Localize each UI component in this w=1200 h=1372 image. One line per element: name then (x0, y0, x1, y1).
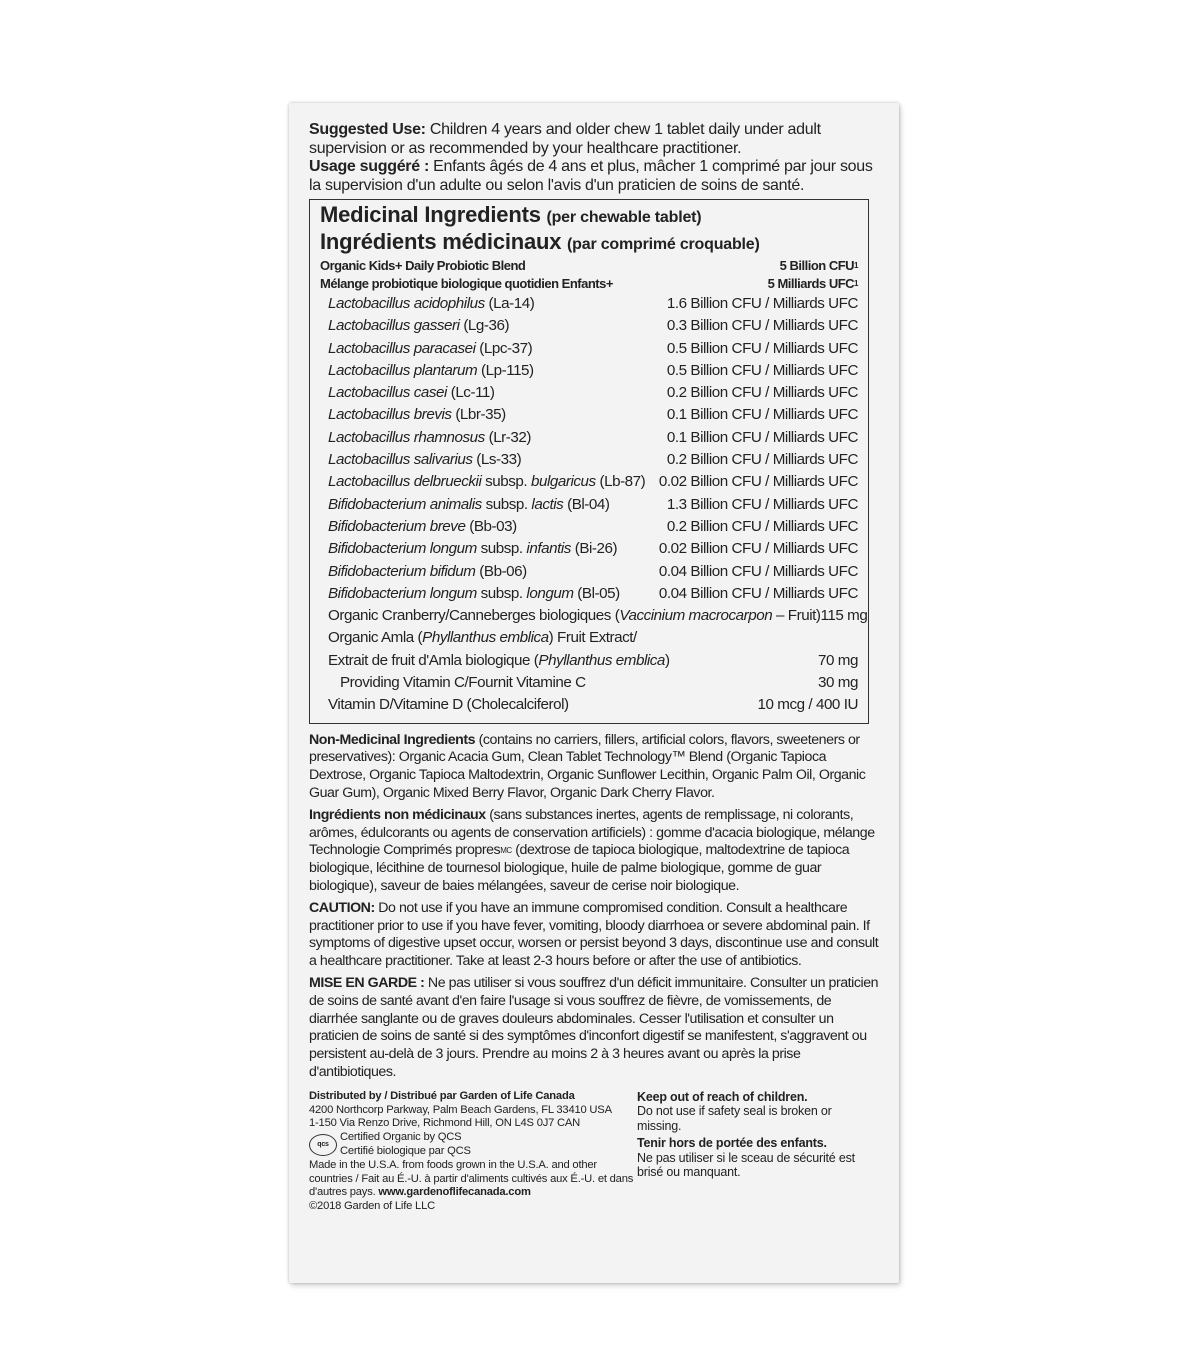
strain-row (320, 538, 858, 560)
strain-amount: 0.04 Billion CFU / Milliards UFC (658, 562, 858, 580)
strain-subspecies: bulgaricus (530, 473, 596, 491)
strain-code: subsp. (481, 473, 531, 491)
label-content (309, 121, 879, 1214)
caution-text: Do not use if you have an immune compromised condition. Consult a healthcare practitioner prior to use if you have fever, vomiting, bloody diarrhoea or severe abdominal pain. If symptoms of digestive upset occur, worsen or persist beyond 3 days, discontinue use and consult a healthcare practitioner. Take at least 2-3 hours before or after the use of antibiotics. (309, 899, 879, 970)
address-canada: 1-150 Via Renzo Drive, Richmond Hill, ON L4S 0J7 CAN (309, 1117, 581, 1130)
mise-en-garde-label: MISE EN GARDE : (309, 975, 425, 991)
blend-amount-french: 5 Milliards UFC (767, 276, 855, 291)
label-panel (289, 103, 899, 1283)
distributor-name: Distributed by / Distribué par Garden of Life Canada (309, 1089, 575, 1102)
strain-code-2: (Lb-87) (595, 473, 646, 491)
strain-genus: Lactobacillus brevis (328, 406, 452, 424)
suggested-use-en (309, 121, 879, 158)
vitamin-c-row (320, 672, 858, 694)
amla-part: ) Fruit Extract/ (548, 629, 637, 647)
strain-subspecies: lactis (531, 495, 564, 513)
strain-amount: 0.1 Billion CFU / Milliards UFC (666, 406, 858, 424)
strain-genus: Bifidobacterium bifidum (328, 562, 476, 580)
non-medicinal-en (309, 732, 879, 803)
amla-text: Organic Amla ( (328, 629, 423, 647)
usage-suggere-label: Usage suggéré : (309, 158, 429, 175)
label-footer (309, 1090, 879, 1214)
strain-code: (Ls-33) (472, 451, 522, 469)
medicinal-title-french: Ingrédients médicinaux (320, 229, 562, 254)
non-medicinal-label: Non-Medicinal Ingredients (309, 731, 476, 748)
caution-en (309, 900, 879, 971)
strain-genus: Lactobacillus paracasei (328, 339, 476, 357)
website-link[interactable]: www.gardenoflifecanada.com (378, 1186, 531, 1199)
usage-suggere-text: Enfants âgés de 4 ans et plus, mâcher 1 comprimé par jour sous la supervision d'un adulte ou selon l'avis d'un praticien de soins de santé. (309, 158, 873, 194)
strain-amount: 0.5 Billion CFU / Milliards UFC (666, 339, 858, 357)
strain-genus: Lactobacillus casei (328, 384, 447, 402)
amla-row-2 (320, 650, 858, 672)
keep-out-fr: Tenir hors de portée des enfants. (637, 1136, 827, 1151)
blend-row-fr (320, 275, 858, 293)
strain-code-2: (Bi-26) (570, 540, 618, 558)
vitamin-c-label: Providing Vitamin C/Fournit Vitamine C (340, 674, 586, 692)
strain-genus: Bifidobacterium longum (328, 584, 477, 602)
strain-code: (Lp-115) (477, 361, 534, 379)
strain-row (320, 471, 858, 493)
mise-en-garde-text: Ne pas utiliser si vous souffrez d'un déficit immunitaire. Consulter un praticien de soins de santé avant d'en faire l'usage si vous souffrez de fièvre, de vomissements, de diarrhée sanglante ou de graves douleurs abdominales. Cesser l'utilisation et consulter un praticien de soins de santé si des symptômes d'inconfort digestif se manifestent, s'aggravent ou persistent au-delà de 3 jours. Prendre au moins 2 à 3 heures avant ou après la prise d'antibiotiques. (309, 975, 879, 1080)
seal-warning-en: Do not use if safety seal is broken or missing. (637, 1104, 832, 1133)
non-medicinal-fr (309, 807, 879, 896)
amla-latin-french: Phyllanthus emblica (538, 651, 665, 669)
strain-row (320, 293, 858, 315)
strain-amount: 0.5 Billion CFU / Milliards UFC (666, 361, 858, 379)
strain-row (320, 449, 858, 471)
strain-subspecies: infantis (526, 540, 571, 558)
strain-code: (Lpc-37) (475, 339, 533, 357)
strain-amount: 0.04 Billion CFU / Milliards UFC (658, 584, 858, 602)
address-usa: 4200 Northcorp Parkway, Palm Beach Gardens, FL 33410 USA (309, 1103, 612, 1116)
footnote-mark: 1 (854, 261, 858, 270)
strain-genus: Lactobacillus delbrueckii (328, 473, 482, 491)
suggested-use-fr (309, 158, 879, 195)
strain-row (320, 360, 858, 382)
distributor-block (309, 1090, 637, 1214)
amla-row-1 (320, 627, 858, 649)
seal-warning-fr: Ne pas utiliser si le sceau de sécurité est brisé ou manquant. (637, 1150, 855, 1180)
strain-code-2: (Bl-04) (563, 495, 610, 513)
blend-name-french: Mélange probiotique biologique quotidien Enfants+ (320, 276, 613, 291)
certified-organic-fr: Certifié biologique par QCS (340, 1144, 471, 1157)
cranberry-part: – Fruit) (772, 607, 821, 625)
strain-code: subsp. (476, 540, 527, 558)
strain-genus: Lactobacillus gasseri (328, 317, 460, 335)
strain-amount: 0.2 Billion CFU / Milliards UFC (666, 517, 858, 535)
qcs-certification (309, 1131, 637, 1159)
amla-latin: Phyllanthus emblica (422, 629, 549, 647)
medicinal-title: Medicinal Ingredients (320, 202, 541, 227)
non-medicinal-text-french: (sans substances inertes, agents de remplissage, ni colorants, arômes, édulcorants ou agents de conservation artificiels) : gomme d'acacia biologique, mélange Technologie Comprimés propres (309, 806, 875, 859)
medicinal-ingredients-box (309, 199, 869, 724)
medicinal-subtitle-french: (par comprimé croquable) (567, 236, 760, 253)
blend-name: Organic Kids+ Daily Probiotic Blend (320, 258, 526, 273)
strain-row (320, 583, 858, 605)
blend-amount: 5 Billion CFU (779, 258, 855, 273)
strain-code: (Lc-11) (446, 384, 495, 402)
non-medicinal-text-french-2: (dextrose de tapioca biologique, maltodextrine de tapioca biologique, lécithine de tournesol biologique, huile de palme biologique, gomme de guar biologique), saveur de baies mélangées, saveur de cerise noir biologique. (309, 842, 850, 895)
non-medicinal-text: (contains no carriers, fillers, artificial colors, flavors, sweeteners or preservatives): Organic Acacia Gum, Clean Tablet Technology™ Blend (Organic Tapioca Dextrose, Organic Tapioca Maltodextrin, Organic Sunflower Lecithin, Organic Palm Oil, Organic Guar Gum), Organic Mixed Berry Flavor, Organic Dark Cherry Flavor. (309, 731, 866, 802)
strain-row (320, 404, 858, 426)
strain-amount: 1.3 Billion CFU / Milliards UFC (666, 495, 858, 513)
cranberry-latin: Vaccinium macrocarpon (619, 607, 773, 625)
strain-subspecies: longum (526, 584, 574, 602)
strain-row (320, 315, 858, 337)
amla-text-french: Extrait de fruit d'Amla biologique ( (328, 651, 539, 669)
vitamin-d-label: Vitamin D/Vitamine D (Cholecalciferol) (328, 696, 569, 714)
made-in-text: Made in the U.S.A. from foods grown in the U.S.A. and other countries / Fait au É.-U. à partir d'aliments cultivés aux É.-U. et dans d'autres pays. (309, 1158, 634, 1199)
strain-row (320, 561, 858, 583)
strain-genus: Lactobacillus plantarum (328, 361, 478, 379)
copyright: ©2018 Garden of Life LLC (309, 1200, 435, 1213)
cranberry-text: Organic Cranberry/Canneberges biologiques ( (328, 607, 620, 625)
vitamin-c-amount: 30 mg (818, 674, 858, 692)
certified-organic-en: Certified Organic by QCS (340, 1131, 462, 1144)
non-medicinal-label-french: Ingrédients non médicinaux (309, 806, 486, 823)
medicinal-title-fr (320, 230, 858, 257)
strain-amount: 0.1 Billion CFU / Milliards UFC (666, 428, 858, 446)
strain-row (320, 516, 858, 538)
strain-amount: 1.6 Billion CFU / Milliards UFC (666, 295, 858, 312)
strain-row (320, 494, 858, 516)
suggested-use-text: Children 4 years and older chew 1 tablet daily under adult supervision or as recommended by your healthcare practitioner. (309, 121, 821, 157)
medicinal-title-en (320, 203, 858, 230)
strain-genus: Lactobacillus rhamnosus (328, 428, 485, 446)
cranberry-amount: 115 mg (820, 607, 868, 625)
strain-code: (Bb-06) (475, 562, 527, 580)
blend-row-en (320, 257, 858, 275)
strain-code: (Lbr-35) (451, 406, 506, 424)
keep-out-en: Keep out of reach of children. (637, 1089, 808, 1104)
strain-code: subsp. (476, 584, 527, 602)
strain-list (320, 293, 858, 605)
strain-amount: 0.3 Billion CFU / Milliards UFC (666, 317, 858, 335)
strain-amount: 0.2 Billion CFU / Milliards UFC (666, 451, 858, 469)
strain-code-2: (Bl-05) (573, 584, 620, 602)
strain-amount: 0.02 Billion CFU / Milliards UFC (658, 473, 858, 491)
medicinal-subtitle: (per chewable tablet) (546, 209, 702, 226)
suggested-use-label: Suggested Use: (309, 121, 426, 138)
amla-amount: 70 mg (818, 651, 858, 669)
strain-genus: Bifidobacterium longum (328, 540, 477, 558)
strain-row (320, 382, 858, 404)
strain-code: (Lr-32) (484, 428, 532, 446)
vitamin-d-amount: 10 mcg / 400 IU (757, 696, 858, 714)
strain-code: (La-14) (484, 295, 535, 312)
strain-genus: Bifidobacterium breve (328, 517, 466, 535)
cranberry-row (320, 605, 868, 627)
strain-amount: 0.2 Billion CFU / Milliards UFC (666, 384, 858, 402)
caution-label: CAUTION: (309, 899, 375, 916)
warning-block (637, 1090, 877, 1214)
strain-row (320, 338, 858, 360)
footnote-mark-french: 1 (854, 279, 858, 288)
mc-mark: MC (500, 846, 512, 856)
strain-amount: 0.02 Billion CFU / Milliards UFC (658, 540, 858, 558)
strain-code: subsp. (481, 495, 532, 513)
strain-genus: Lactobacillus salivarius (328, 451, 473, 469)
strain-row (320, 427, 858, 449)
qcs-logo-icon: qcs (309, 1134, 337, 1156)
strain-code: (Bb-03) (465, 517, 517, 535)
strain-genus: Bifidobacterium animalis (328, 495, 482, 513)
strain-genus: Lactobacillus acidophilus (328, 295, 485, 312)
amla-part-french: ) (664, 651, 670, 669)
vitamin-d-row (320, 694, 858, 716)
caution-fr (309, 975, 879, 1082)
strain-code: (Lg-36) (459, 317, 510, 335)
